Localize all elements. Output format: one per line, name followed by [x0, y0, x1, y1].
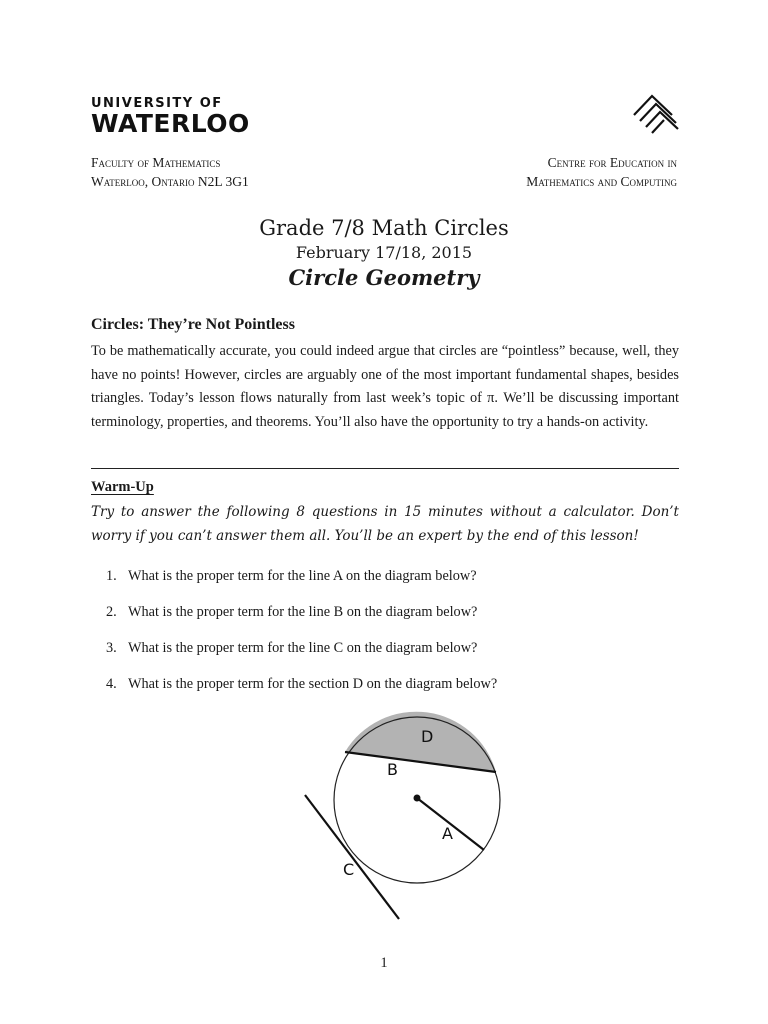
intro-paragraph: To be mathematically accurate, you could indeed argue that circles are “pointless” because, well, they have no points! However, circles are arguably one of the most important fundamental shapes, besides triangles. Today’s lesson flows naturally from last week’s topic of π. We’ll be discussing important terminology, properties, and theorems. You’ll also have the opportunity to try a hands-on activity. — [91, 343, 679, 430]
lesson-topic: Circle Geometry — [288, 265, 480, 290]
lesson-date: February 17/18, 2015 — [295, 243, 473, 262]
centre-name — [526, 153, 677, 191]
label-b: B — [387, 760, 398, 779]
circle-diagram — [290, 700, 520, 930]
faculty-name: Faculty of Mathematics — [91, 155, 221, 170]
question-number: 4. — [106, 676, 117, 692]
cemc-logo-icon — [632, 93, 680, 135]
page-number: 1 — [380, 955, 388, 971]
centre-line-1: Centre for Education in — [547, 155, 677, 170]
question-text: What is the proper term for the section D on the diagram below? — [128, 676, 498, 692]
university-logo — [91, 96, 250, 137]
question-number: 2. — [106, 604, 117, 620]
question-2 — [106, 604, 477, 621]
question-number: 3. — [106, 640, 117, 656]
intro-heading: Circles: They’re Not Pointless — [91, 316, 295, 333]
question-text: What is the proper term for the line A on the diagram below? — [128, 568, 477, 584]
tangent-c — [305, 795, 399, 919]
logo-line-2: WATERLOO — [91, 109, 250, 138]
section-divider — [91, 468, 679, 469]
center-point — [414, 795, 421, 802]
warmup-heading: Warm-Up — [91, 479, 154, 495]
label-a: A — [442, 824, 453, 843]
centre-line-2: Mathematics and Computing — [526, 174, 677, 189]
faculty-address — [91, 153, 249, 191]
label-c: C — [343, 860, 355, 879]
page-title: Grade 7/8 Math Circles — [259, 216, 509, 240]
logo-line-1: UNIVERSITY OF — [91, 96, 223, 111]
question-1 — [106, 568, 477, 585]
label-d: D — [421, 727, 434, 746]
question-4 — [106, 676, 497, 693]
question-number: 1. — [106, 568, 117, 584]
question-text: What is the proper term for the line B on the diagram below? — [128, 604, 478, 620]
title-block — [0, 214, 768, 292]
faculty-location: Waterloo, Ontario N2L 3G1 — [91, 174, 249, 189]
warmup-instructions: Try to answer the following 8 questions in 15 minutes without a calculator. Don’t worry if you can’t answer them all. You’ll be an expert by the end of this lesson! — [91, 504, 679, 544]
question-text: What is the proper term for the line C on the diagram below? — [128, 640, 478, 656]
question-3 — [106, 640, 477, 657]
